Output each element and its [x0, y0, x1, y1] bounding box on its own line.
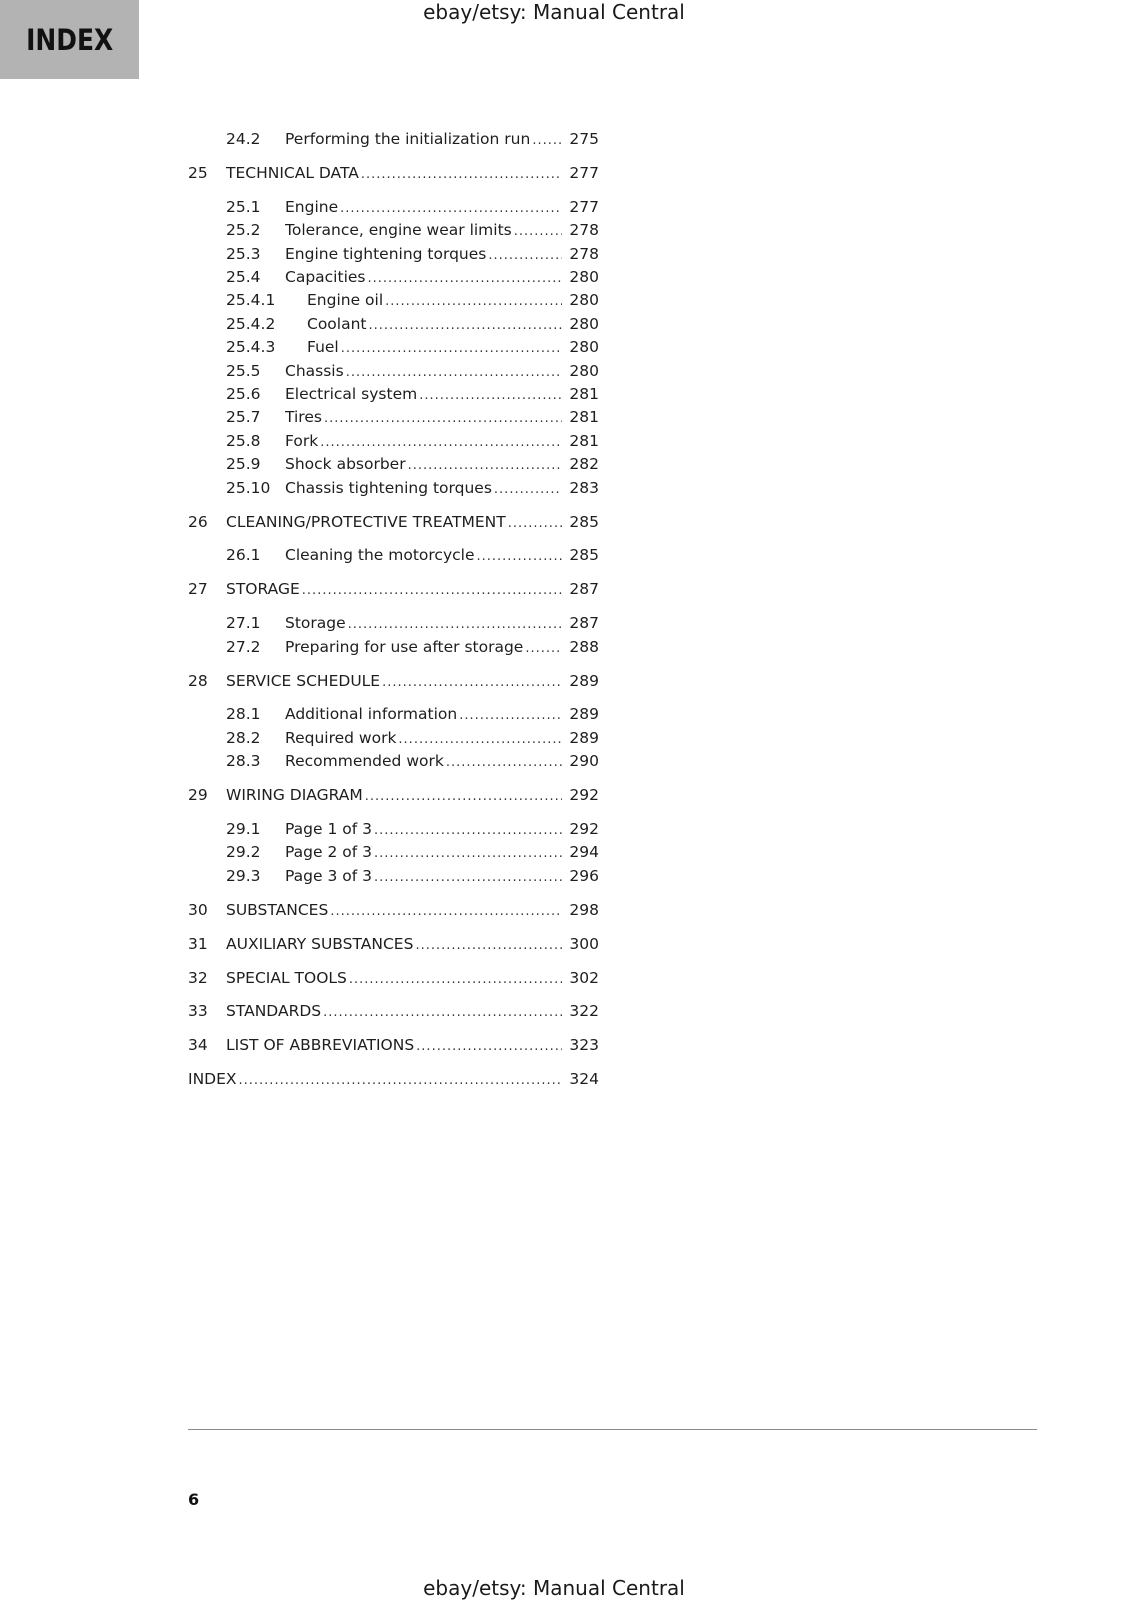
- toc-chapter-row[interactable]: [188, 1036, 608, 1058]
- toc-section-row[interactable]: [188, 843, 608, 865]
- toc-entry-title: Required work: [285, 728, 397, 747]
- dot-leader: [374, 846, 562, 861]
- dot-leader: [532, 133, 562, 148]
- toc-entry-title: Engine: [285, 197, 339, 216]
- toc-entry-title: STANDARDS: [226, 1002, 322, 1021]
- dot-leader: [302, 583, 562, 598]
- dot-leader: [323, 1005, 562, 1020]
- toc-section-row[interactable]: [188, 408, 608, 430]
- toc-entry-page: 292: [569, 786, 599, 805]
- toc-entry-title: Fuel: [307, 338, 339, 357]
- toc-entry-number: 24.2: [226, 130, 261, 148]
- toc-section-row[interactable]: [188, 362, 608, 384]
- toc-entry-page: 287: [569, 580, 599, 599]
- dot-leader: [408, 458, 562, 473]
- toc-entry-page: 277: [569, 197, 599, 216]
- toc-entry-page: 281: [569, 408, 599, 427]
- toc-chapter-row[interactable]: [188, 786, 608, 808]
- toc-entry-title: Additional information: [285, 705, 458, 724]
- dot-leader: [374, 870, 562, 885]
- toc-entry-page: 289: [569, 728, 599, 747]
- toc-section-row[interactable]: [188, 638, 608, 660]
- toc-chapter-row[interactable]: [188, 1002, 608, 1024]
- toc-entry-number: 28.1: [226, 705, 261, 724]
- toc-entry-number: 27.1: [226, 614, 261, 633]
- toc-entry-title: Storage: [285, 614, 346, 633]
- toc-section-row[interactable]: [188, 291, 608, 313]
- footer-divider: [188, 1429, 1037, 1430]
- toc-entry-title: Chassis tightening torques: [285, 478, 492, 497]
- toc-section-row[interactable]: [188, 546, 608, 568]
- toc-entry-title: Engine tightening torques: [285, 244, 487, 263]
- dot-leader: [419, 388, 562, 403]
- toc-section-row[interactable]: [188, 867, 608, 889]
- toc-section-row[interactable]: [188, 385, 608, 407]
- toc-section-row[interactable]: [188, 455, 608, 477]
- toc-entry-number: 26.1: [226, 546, 261, 565]
- toc-entry-title: INDEX: [188, 1070, 237, 1089]
- dot-leader: [525, 641, 562, 656]
- page-number: 6: [188, 1490, 200, 1509]
- toc-entry-page: 289: [569, 705, 599, 724]
- toc-entry-title: Engine oil: [307, 291, 384, 310]
- dot-leader: [320, 435, 562, 450]
- toc-entry-page: 300: [569, 934, 599, 953]
- toc-entry-page: 280: [569, 338, 599, 357]
- dot-leader: [416, 1039, 562, 1054]
- toc-entry-title: Chassis: [285, 361, 344, 380]
- toc-entry-title: CLEANING/PROTECTIVE TREATMENT: [226, 512, 506, 531]
- toc-entry-page: 280: [569, 314, 599, 333]
- toc-section-row[interactable]: [188, 479, 608, 501]
- toc-entry-page: 294: [569, 843, 599, 862]
- dot-leader: [367, 271, 562, 286]
- toc-entry-page: 281: [569, 385, 599, 403]
- toc-entry-number: 28.3: [226, 752, 261, 771]
- toc-entry-number: 25.5: [226, 361, 261, 380]
- toc-entry-page: 296: [569, 866, 599, 885]
- dot-leader: [349, 972, 562, 987]
- toc-entry-number: 25.6: [226, 385, 261, 403]
- toc-chapter-row[interactable]: [188, 901, 608, 923]
- toc-section-row[interactable]: [188, 338, 608, 360]
- toc-entry-title: Recommended work: [285, 752, 444, 771]
- toc-entry-page: 275: [569, 130, 599, 148]
- toc-entry-page: 280: [569, 361, 599, 380]
- toc-entry-title: Performing the initialization run: [285, 130, 531, 148]
- toc-section-row[interactable]: [188, 315, 608, 337]
- toc-entry-page: 292: [569, 820, 599, 838]
- toc-entry-page: 278: [569, 221, 599, 240]
- dot-leader: [324, 411, 562, 426]
- toc-entry-number: 28.2: [226, 728, 261, 747]
- toc-entry-number: 27.2: [226, 637, 261, 656]
- toc-entry-title: TECHNICAL DATA: [226, 163, 359, 182]
- toc-entry-number: 25.2: [226, 221, 261, 240]
- toc-entry-page: 285: [569, 546, 599, 565]
- header-watermark: [0, 0, 1130, 24]
- dot-leader: [459, 708, 562, 723]
- toc-section-row[interactable]: [188, 198, 608, 220]
- toc-entry-title: Electrical system: [285, 385, 418, 403]
- toc-entry-title: Page 3 of 3: [285, 866, 372, 885]
- section-tab-label: INDEX: [25, 22, 114, 57]
- dot-leader: [365, 789, 562, 804]
- toc-entry-page: 290: [569, 752, 599, 771]
- dot-leader: [330, 904, 562, 919]
- toc-entry-number: 25.4: [226, 268, 261, 286]
- toc-entry-number: 25.7: [226, 408, 261, 427]
- toc-entry-title: Fork: [285, 431, 319, 450]
- dot-leader: [346, 365, 562, 380]
- toc-entry-title: STORAGE: [226, 580, 300, 599]
- dot-leader: [341, 341, 562, 356]
- toc-chapter-row[interactable]: [188, 935, 608, 957]
- toc-entry-page: 280: [569, 291, 599, 310]
- toc-entry-number: 27: [188, 580, 208, 599]
- toc-entry-title: SERVICE SCHEDULE: [226, 671, 381, 690]
- toc-entry-title: WIRING DIAGRAM: [226, 786, 363, 805]
- toc-entry-number: 32: [188, 968, 208, 987]
- toc-entry-number: 25.4.3: [226, 338, 276, 357]
- toc-entry-page: 289: [569, 671, 599, 690]
- toc-entry-title: Tolerance, engine wear limits: [285, 221, 512, 240]
- toc-chapter-row[interactable]: [188, 1070, 608, 1092]
- dot-leader: [348, 617, 562, 632]
- toc-entry-page: 323: [569, 1036, 599, 1055]
- toc-entry-title: Tires: [285, 408, 322, 427]
- toc-entry-number: 34: [188, 1036, 208, 1055]
- dot-leader: [488, 248, 562, 263]
- toc-entry-number: 28: [188, 671, 208, 690]
- toc-section-row[interactable]: [188, 268, 608, 290]
- toc-section-row[interactable]: [188, 705, 608, 727]
- toc-entry-page: 287: [569, 614, 599, 633]
- dot-leader: [369, 318, 563, 333]
- toc-section-row[interactable]: [188, 614, 608, 636]
- toc-section-row[interactable]: [188, 752, 608, 774]
- toc-section-row[interactable]: [188, 130, 608, 152]
- toc-entry-page: 302: [569, 968, 599, 987]
- toc-entry-number: 25.1: [226, 197, 261, 216]
- toc-chapter-row[interactable]: [188, 969, 608, 991]
- dot-leader: [494, 482, 562, 497]
- toc-entry-title: Shock absorber: [285, 455, 406, 474]
- toc-entry-number: 26: [188, 512, 208, 531]
- dot-leader: [446, 755, 562, 770]
- footer-watermark-text: ebay/etsy: Manual Central: [423, 1576, 685, 1600]
- toc-chapter-row[interactable]: [188, 164, 608, 186]
- dot-leader: [361, 167, 562, 182]
- header-watermark-text: ebay/etsy: Manual Central: [423, 0, 685, 24]
- footer-watermark: [0, 1576, 1130, 1600]
- toc-entry-title: Coolant: [307, 314, 367, 333]
- toc-entry-number: 29: [188, 786, 208, 805]
- dot-leader: [398, 732, 562, 747]
- toc-entry-number: 25.9: [226, 455, 261, 474]
- toc-entry-title: SUBSTANCES: [226, 900, 329, 919]
- dot-leader: [385, 294, 562, 309]
- dot-leader: [340, 201, 562, 216]
- toc-section-row[interactable]: [188, 729, 608, 751]
- toc-entry-title: SPECIAL TOOLS: [226, 968, 347, 987]
- toc-entry-page: 288: [569, 637, 599, 656]
- toc-entry-page: 282: [569, 455, 599, 474]
- toc-entry-number: 25.8: [226, 431, 261, 450]
- toc-entry-page: 280: [569, 268, 599, 286]
- toc-entry-page: 322: [569, 1002, 599, 1021]
- toc-entry-number: 29.2: [226, 843, 261, 862]
- toc-section-row[interactable]: [188, 432, 608, 454]
- toc-entry-number: 31: [188, 934, 208, 953]
- dot-leader: [476, 549, 562, 564]
- toc-section-row[interactable]: [188, 221, 608, 243]
- toc-entry-number: 33: [188, 1002, 208, 1021]
- dot-leader: [415, 938, 562, 953]
- toc-chapter-row[interactable]: [188, 513, 608, 535]
- toc-entry-number: 25.3: [226, 244, 261, 263]
- toc-entry-page: 277: [569, 163, 599, 182]
- toc-entry-page: 283: [569, 478, 599, 497]
- toc-entry-number: 29.1: [226, 820, 261, 838]
- toc-entry-page: 281: [569, 431, 599, 450]
- toc-entry-number: 25.4.1: [226, 291, 276, 310]
- toc-entry-page: 298: [569, 900, 599, 919]
- toc-entry-title: Capacities: [285, 268, 366, 286]
- toc-entry-number: 30: [188, 900, 208, 919]
- dot-leader: [374, 823, 562, 838]
- toc-entry-title: AUXILIARY SUBSTANCES: [226, 934, 414, 953]
- toc-entry-number: 25: [188, 163, 208, 182]
- toc-entry-page: 278: [569, 244, 599, 263]
- toc-entry-number: 29.3: [226, 866, 261, 885]
- toc-chapter-row[interactable]: [188, 672, 608, 694]
- dot-leader: [239, 1073, 562, 1088]
- toc-entry-number: 25.4.2: [226, 314, 276, 333]
- toc-section-row[interactable]: [188, 820, 608, 842]
- toc-entry-title: Preparing for use after storage: [285, 637, 524, 656]
- toc-section-row[interactable]: [188, 245, 608, 267]
- toc-entry-title: Page 1 of 3: [285, 820, 372, 838]
- toc-chapter-row[interactable]: [188, 580, 608, 602]
- toc-entry-page: 324: [569, 1070, 599, 1089]
- toc-entry-title: Page 2 of 3: [285, 843, 372, 862]
- toc-entry-title: LIST OF ABBREVIATIONS: [226, 1036, 415, 1055]
- dot-leader: [514, 224, 562, 239]
- toc-entry-page: 285: [569, 512, 599, 531]
- dot-leader: [382, 675, 562, 690]
- dot-leader: [508, 516, 562, 531]
- toc-entry-number: 25.10: [226, 478, 271, 497]
- toc-entry-title: Cleaning the motorcycle: [285, 546, 475, 565]
